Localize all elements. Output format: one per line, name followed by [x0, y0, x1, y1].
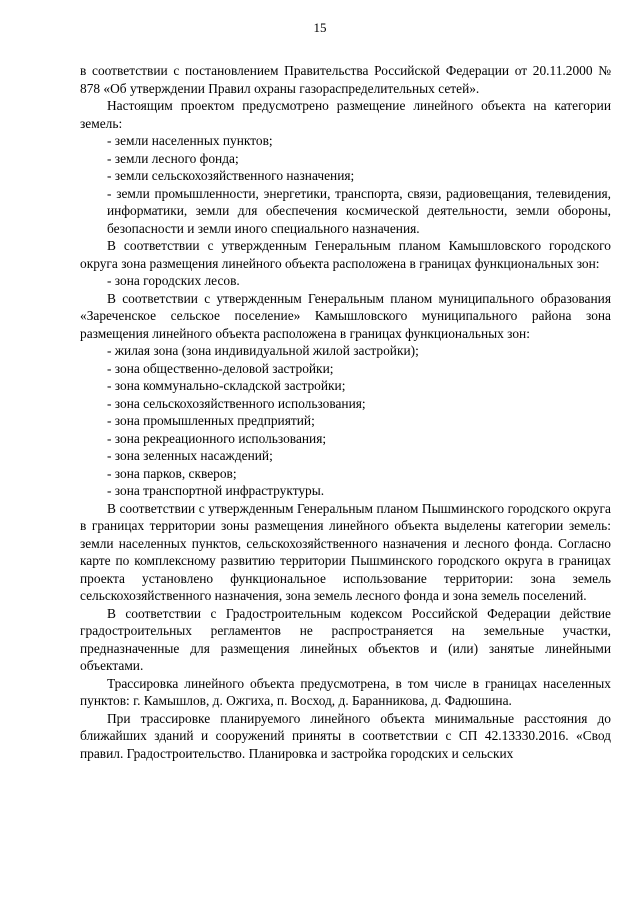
- list-item: - земли населенных пунктов;: [107, 133, 273, 148]
- list-item: - зона рекреационного использования;: [107, 430, 327, 446]
- list-item: - зона парков, скверов;: [107, 465, 237, 481]
- list-item: - зона промышленных предприятий;: [107, 413, 315, 428]
- list-item: - зона транспортной инфраструктуры.: [107, 483, 325, 498]
- list-item: - зона городских лесов.: [107, 273, 240, 288]
- paragraph-kamyshlov-plan: В соответствии с утвержденным Генеральным планом Камышловского городского округа зона размещения линейного объекта расположена в границах функциональных зон:: [80, 238, 611, 271]
- paragraph-min-distances: При трассировке планируемого линейного объекта минимальные расстояния до ближайших зданий и сооружений приняты в соответствии с СП 42.13330.2016. «Свод правил. Градостроительство. Планировка и застройка городских и сельских: [80, 710, 611, 761]
- paragraph-urban-code: В соответствии с Градостроительным кодексом Российской Федерации действие градостроительных регламентов не распространяется на земельные участки, предназначенные для размещения линейных объектов и (или) занятые линейными объектами.: [80, 605, 611, 673]
- list-item: - земли сельскохозяйственного назначения;: [107, 168, 355, 183]
- land-categories-list: [80, 132, 611, 237]
- paragraph-continuation: в соответствии с постановлением Правительства Российской Федерации от 20.11.2000 № 878 «Об утверждении Правил охраны газораспределительных сетей».: [80, 63, 611, 96]
- list-item: - земли промышленности, энергетики, транспорта, связи, радиовещания, телевидения, информатики, земли для обеспечения космической деятельности, земли обороны, безопасности и земли иного специального назначения.: [107, 185, 611, 236]
- paragraph-pyshma-plan: В соответствии с утвержденным Генеральным планом Пышминского городского округа в границах территории зоны размещения линейного объекта выделены категории земель: земли населенных пунктов, сельскохозяйственного назначения и лесного фонда. Согласно карте по комплексному развитию территории Пышминского городского округа в границах проекта установлено функциональное использование территории: зона земель сельскохозяйственного назначения, зона земель лесного фонда и зона земель поселений.: [80, 500, 611, 603]
- list-item: - зона общественно-деловой застройки;: [107, 360, 334, 376]
- zarechenskoe-zones-list: [80, 342, 611, 500]
- document-body: [80, 62, 611, 762]
- paragraph-routing-settlements: Трассировка линейного объекта предусмотрена, в том числе в границах населенных пунктов: г. Камышлов, д. Ожгиха, п. Восход, д. Баранникова, д. Фадюшина.: [80, 675, 611, 708]
- list-item: - зона коммунально-складской застройки;: [107, 378, 346, 393]
- page-number: 15: [313, 20, 327, 35]
- kamyshlov-zones-list: [80, 272, 611, 290]
- list-item: - зона сельскохозяйственного использования;: [107, 395, 366, 411]
- paragraph-zarechenskoe-plan: В соответствии с утвержденным Генеральным планом муниципального образования «Зареченское сельское поселение» Камышловского муниципального района зона размещения линейного объекта расположена в границах функциональных зон:: [80, 290, 611, 341]
- list-item: - зона зеленных насаждений;: [107, 448, 273, 463]
- paragraph-land-categories-intro: Настоящим проектом предусмотрено размещение линейного объекта на категории земель:: [80, 98, 611, 131]
- list-item: - земли лесного фонда;: [107, 150, 239, 166]
- list-item: - жилая зона (зона индивидуальной жилой застройки);: [107, 343, 419, 358]
